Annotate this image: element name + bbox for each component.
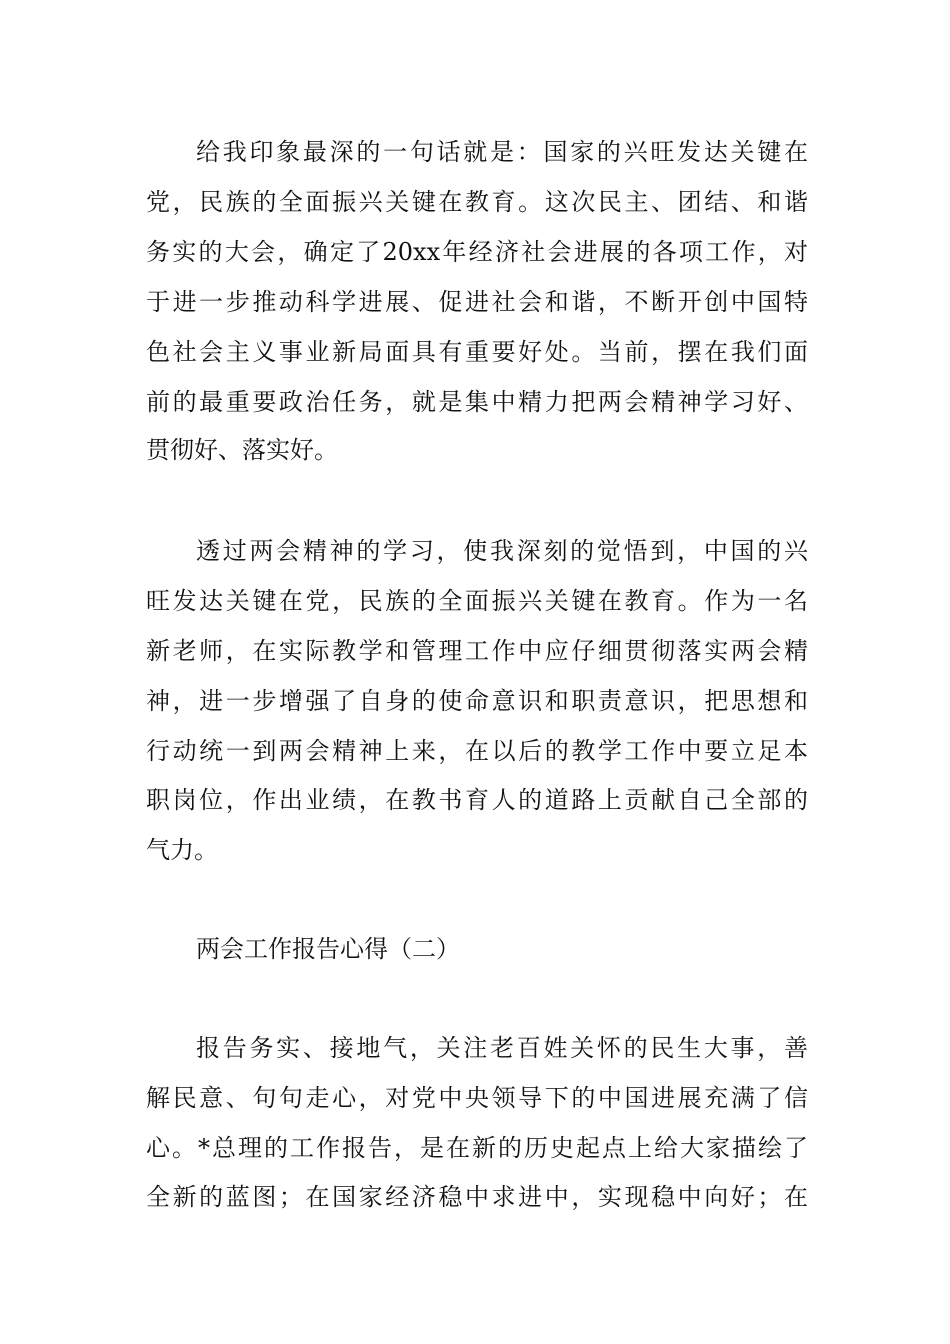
paragraph-1-line-5: 色社会主义事业新局面具有重要好处。当前，摆在我们面 — [146, 338, 808, 366]
paragraph-2-line-7: 气力。 — [146, 836, 218, 864]
paragraph-2-line-5: 行动统一到两会精神上来，在以后的教学工作中要立足本 — [146, 737, 808, 765]
paragraph-1-line-3: 务实的大会，确定了20xx年经济社会进展的各项工作，对 — [146, 238, 808, 266]
paragraph-3-line-4: 全新的蓝图；在国家经济稳中求进中，实现稳中向好；在 — [146, 1183, 808, 1211]
paragraph-3-line-3: 心。*总理的工作报告，是在新的历史起点上给大家描绘了 — [146, 1134, 808, 1162]
paragraph-2-line-3: 新老师，在实际教学和管理工作中应仔细贯彻落实两会精 — [146, 637, 808, 665]
paragraph-1-line-1: 给我印象最深的一句话就是：国家的兴旺发达关键在 — [196, 138, 808, 166]
section-heading: 两会工作报告心得（二） — [196, 935, 460, 963]
paragraph-1-line-2: 党，民族的全面振兴关键在教育。这次民主、团结、和谐 — [146, 188, 808, 216]
paragraph-1-line-6: 前的最重要政治任务，就是集中精力把两会精神学习好、 — [146, 388, 808, 416]
paragraph-2-line-2: 旺发达关键在党，民族的全面振兴关键在教育。作为一名 — [146, 587, 808, 615]
paragraph-2-line-1: 透过两会精神的学习，使我深刻的觉悟到，中国的兴 — [196, 537, 808, 565]
paragraph-2-line-6: 职岗位，作出业绩，在教书育人的道路上贡献自己全部的 — [146, 786, 808, 814]
paragraph-1-line-7: 贯彻好、落实好。 — [146, 436, 338, 464]
paragraph-1-line-4: 于进一步推动科学进展、促进社会和谐，不断开创中国特 — [146, 288, 808, 316]
paragraph-2-line-4: 神，进一步增强了自身的使命意识和职责意识，把思想和 — [146, 687, 808, 715]
paragraph-3-line-1: 报告务实、接地气，关注老百姓关怀的民生大事，善 — [196, 1034, 808, 1062]
paragraph-3-line-2: 解民意、句句走心，对党中央领导下的中国进展充满了信 — [146, 1084, 808, 1112]
